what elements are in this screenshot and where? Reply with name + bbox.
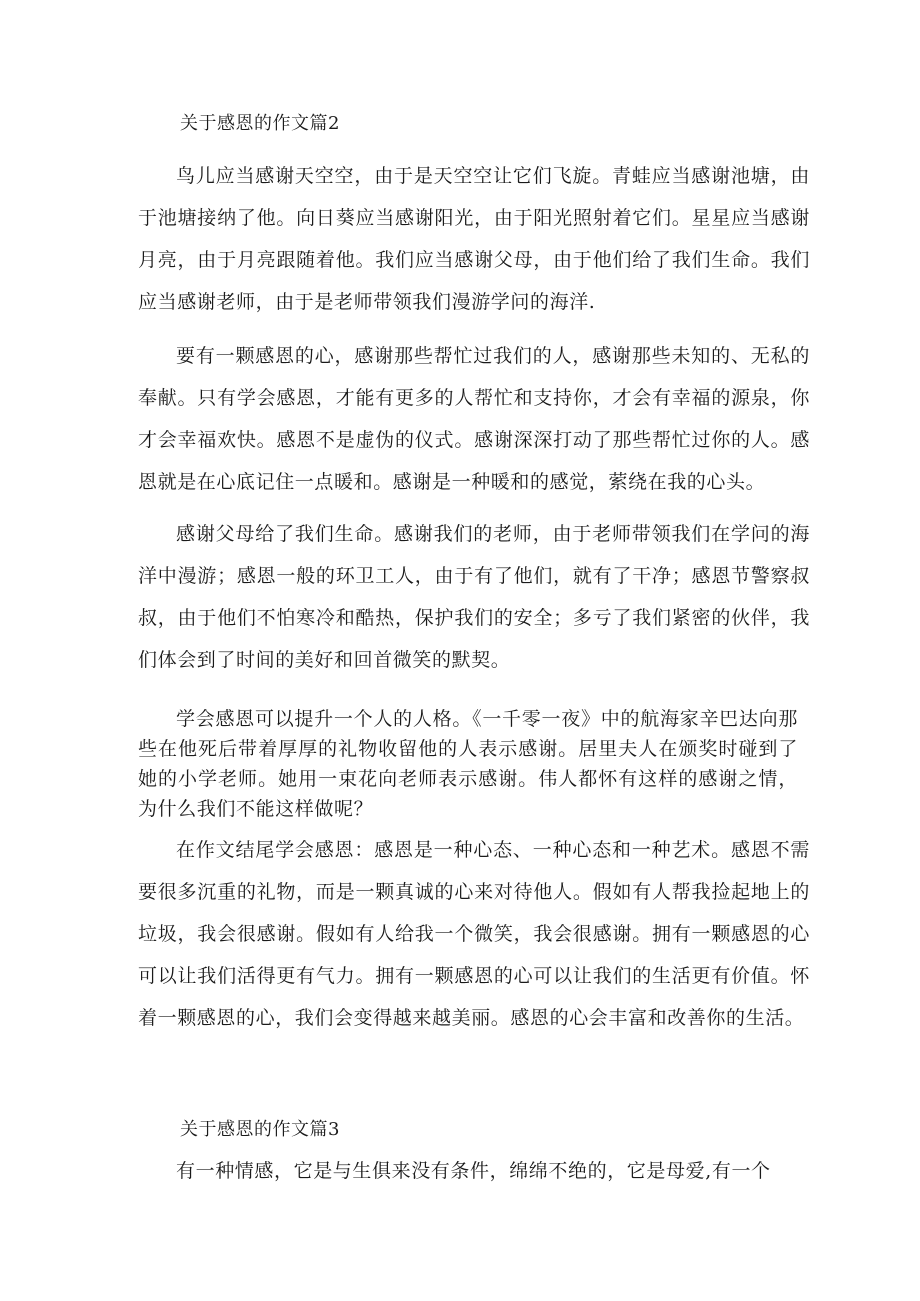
section-heading-3: 关于感恩的作文篇3 — [180, 1119, 340, 1140]
paragraph-4: 学会感恩可以提升一个人的人格。《一千零一夜》中的航海家辛巴达向那些在他死后带着厚厚的礼物收留他的人表示感谢。居里夫人在颁奖时碰到了她的小学老师。她用一束花向老师表示感谢。伟人都怀有这样的感谢之情，为什么我们不能这样做呢？ — [138, 708, 798, 820]
section-heading-2: 关于感恩的作文篇2 — [180, 113, 340, 134]
paragraph-1: 鸟儿应当感谢天空空，由于是天空空让它们飞旋。青蛙应当感谢池塘，由于池塘接纳了他。向日葵应当感谢阳光，由于阳光照射着它们。星星应当感谢月亮，由于月亮跟随着他。我们应当感谢父母，由于他们给了我们生命。我们应当感谢老师，由于是老师带领我们漫游学问的海洋. — [138, 165, 810, 313]
paragraph-5: 在作文结尾学会感恩：感恩是一种心态、一种心态和一种艺术。感恩不需要很多沉重的礼物，而是一颗真诚的心来对待他人。假如有人帮我捡起地上的垃圾，我会很感谢。假如有人给我一个微笑，我会很感谢。拥有一颗感恩的心可以让我们活得更有气力。拥有一颗感恩的心可以让我们的生活更有价值。怀着一颗感恩的心，我们会变得越来越美丽。感恩的心会丰富和改善你的生活。 — [138, 839, 810, 1029]
paragraph-3: 感谢父母给了我们生命。感谢我们的老师，由于老师带领我们在学问的海洋中漫游；感恩一般的环卫工人，由于有了他们，就有了干净；感恩节警察叔叔，由于他们不怕寒冷和酷热，保护我们的安全；多亏了我们紧密的伙伴，我们体会到了时间的美好和回首微笑的默契。 — [138, 523, 810, 671]
paragraph-2: 要有一颗感恩的心，感谢那些帮忙过我们的人，感谢那些未知的、无私的奉献。只有学会感恩，才能有更多的人帮忙和支持你，才会有幸福的源泉，你才会幸福欢快。感恩不是虚伪的仪式。感谢深深打动了那些帮忙过你的人。感恩就是在心底记住一点暖和。感谢是一种暖和的感觉，萦绕在我的心头。 — [138, 345, 810, 493]
paragraph-6: 有一种情感，它是与生俱来没有条件，绵绵不绝的，它是母爱,有一个 — [176, 1160, 771, 1182]
